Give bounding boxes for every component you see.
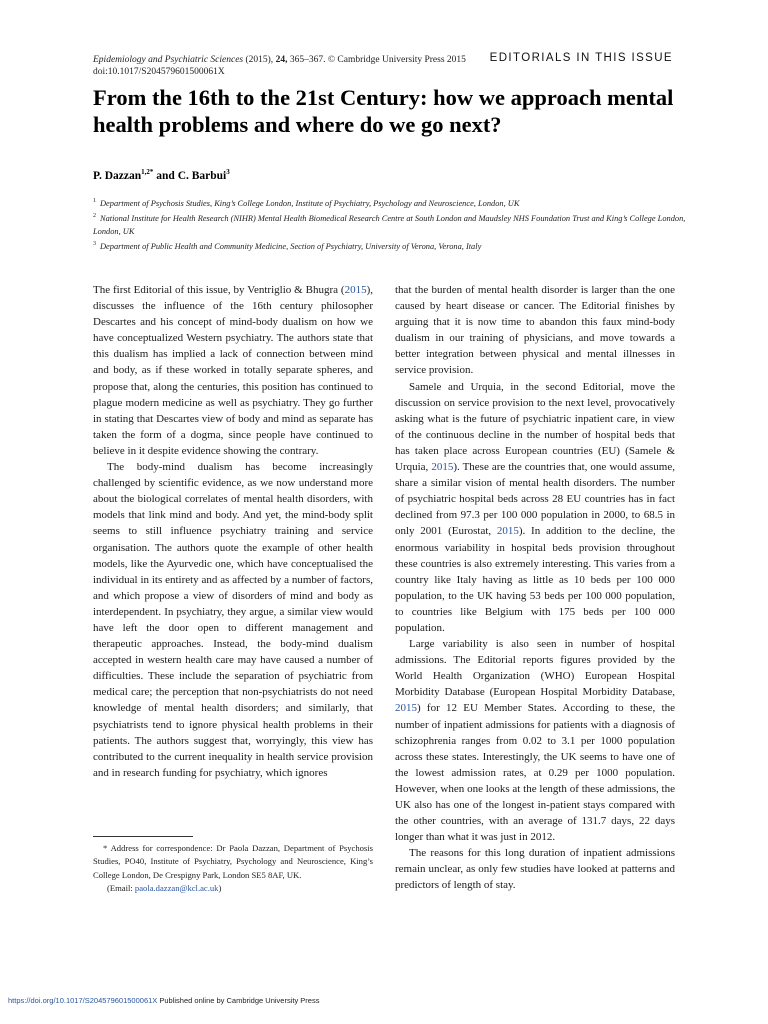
paragraph-text: ). These are the countries that, one would assume, share a similar vision of mental health disorders. The number of psychiatric hospital beds across 28 EU countries has in fact declined from 97.3 per 100 000 population in 2000, to 68.5 in only 2001 (Eurostat,: [395, 461, 675, 538]
paragraph-text: Samele and Urquia, in the second Editorial, move the discussion on service provision to the next level, provocatively asking what is the future of psychiatric inpatient care, in view of the continuous decline in the number of hospital beds that has taken place across European countries (EU) (Samele & Urquia,: [395, 380, 675, 474]
author-2-affiliation-marker: 3: [226, 168, 230, 176]
email-suffix: ): [218, 882, 222, 893]
published-online-line: [8, 996, 319, 1005]
journal-year: (2015),: [245, 55, 274, 65]
body-paragraph: [395, 636, 675, 845]
body-paragraph: The reasons for this long duration of inpatient admissions remain unclear, as only few studies have looked at patterns and predictors of length of stay.: [395, 847, 675, 892]
journal-name: Epidemiology and Psychiatric Sciences: [93, 55, 244, 65]
author-line: [93, 168, 230, 182]
footnote-email-line: [93, 882, 373, 895]
body-paragraph: The body-mind dualism has become increasingly challenged by scientific evidence, as we now understand more about the biological correlates of mental health disorders, with models that link mind and body. And yet, the mind-body split seems to still influence psychiatry training and service organisation. The authors quote the example of other health models, like the Ayurvedic one, which have conceptualised the individual in its entirety and as affected by a number of factors, and which propose a view of disorders of mind and body as interdependent. In psychiatry, they argue, a similar view would have left the door open to different management and therapeutic approaches. Instead, the body-mind dualism accepted in western health care may have caused a number of difficulties. These include the separation of psychiatric from medical care; the perception that non-psychiatrists do not need knowledge of mental health disorders; and similarly, that psychiatrists tend to ignore physical health problems in their patients. The authors suggest that, worryingly, this view has contributed to the current inequality in health service provision and in research funding for psychiatry, which ignores: [93, 461, 373, 779]
author-2-name: C. Barbui: [177, 169, 227, 182]
email-link[interactable]: paola.dazzan@kcl.ac.uk: [134, 882, 219, 893]
affiliation-text: National Institute for Health Research (NIHR) Mental Health Biomedical Research Centre at South London and Maudsley NHS Foundation Trust and King’s College London, London, UK: [93, 214, 686, 236]
paragraph-text: ). In addition to the decline, the enormous variability in hospital beds provision throughout these countries is also extremely interesting. This varies from a country like Italy having as little as 10 beds per 100 000 population, to the UK having 53 beds per 100 000 population, to countries like Belgium with 175 beds per 100 000 population.: [395, 525, 675, 634]
email-prefix: (Email:: [107, 882, 135, 893]
paragraph-text: The first Editorial of this issue, by Ventriglio & Bhugra (: [93, 284, 345, 296]
paragraph-text: ) for 12 EU Member States. According to these, the number of inpatient admissions for patients with a diagnosis of schizophrenia ranges from 0.02 to 3.1 per 1000 population across these states. Interestingly, the UK seems to have one of the lowest admission rates, at 0.29 per 1000 population. However, when one looks at the length of these admissions, the UK also has one of the longest in-patient stays compared with the other countries, with an average of 131.7 days, 22 days longer than what it was just in 2012.: [395, 702, 675, 844]
footnote-divider: [93, 836, 193, 837]
affiliation-item: [93, 210, 693, 238]
affiliation-number: 1: [93, 198, 96, 204]
body-column-left: [93, 282, 373, 781]
citation-link[interactable]: 2015: [395, 702, 417, 715]
affiliations: [93, 195, 693, 253]
affiliation-item: [93, 195, 693, 210]
citation-link[interactable]: 2015: [431, 461, 454, 474]
body-column-right: [395, 282, 675, 894]
affiliation-text: Department of Public Health and Community Medicine, Section of Psychiatry, University of Verona, Verona, Italy: [100, 241, 482, 251]
author-separator: and: [153, 169, 178, 182]
body-paragraph: [93, 282, 373, 459]
journal-volume: 24,: [275, 55, 288, 65]
affiliation-number: 2: [93, 213, 96, 220]
doi-line: doi:10.1017/S204579601500061X: [93, 67, 225, 77]
body-paragraph: that the burden of mental health disorder is larger than the one caused by heart disease or cancer. The Editorial finishes by arguing that it is now time to abandon this faux mind-body dualism in our training of physicians, and move towards a better integration between physical and mental illnesses in service provision.: [395, 284, 675, 377]
journal-pages-copyright: 365–367. © Cambridge University Press 2015: [289, 55, 466, 65]
affiliation-number: 3: [93, 241, 96, 248]
author-1-name: P. Dazzan: [93, 169, 142, 182]
section-label: EDITORIALS IN THIS ISSUE: [489, 52, 673, 64]
doi-url-link[interactable]: https://doi.org/10.1017/S204579601500061X: [8, 996, 158, 1005]
article-title: From the 16th to the 21st Century: how we approach mental health problems and where do we go next?: [93, 85, 674, 137]
citation-link[interactable]: 2015: [344, 284, 367, 296]
affiliation-text: Department of Psychosis Studies, King’s College London, Institute of Psychiatry, Psychology and Neuroscience, London, UK: [100, 198, 520, 208]
published-online-text: Published online by Cambridge University Press: [157, 996, 320, 1005]
citation-link[interactable]: 2015: [496, 525, 519, 538]
author-1-affiliation-marker: 1,2*: [141, 168, 154, 176]
affiliation-item: [93, 238, 693, 253]
paragraph-text: ), discusses the influence of the 16th century philosopher Descartes and his concept of mind-body dualism on how we have conceptualized Western psychiatry. The authors state that this dualism has implied a lack of connection between mind and body, as if these worked in totally separate spheres, and propose that, along the centuries, this position has continued to plague modern medicine as well as psychiatry. They go further in stating that Descartes view of body and mind as separate has taken the form of a dogma, since people have continued to believe in it despite evidence showing the contrary.: [93, 284, 373, 457]
footnote-text: * Address for correspondence: Dr Paola Dazzan, Department of Psychosis Studies, PO40, Institute of Psychiatry, Psychology and Neuroscience, King’s College London, De Crespigny Park, London SE5 8AF, UK.: [93, 843, 373, 880]
journal-citation-line: [93, 54, 466, 66]
correspondence-footnote: [93, 842, 373, 895]
paragraph-text: Large variability is also seen in number of hospital admissions. The Editorial reports figures provided by the World Health Organization (WHO) European Hospital Morbidity Database (European Hospital Morbidity Database,: [395, 638, 675, 699]
body-paragraph: [395, 379, 675, 637]
